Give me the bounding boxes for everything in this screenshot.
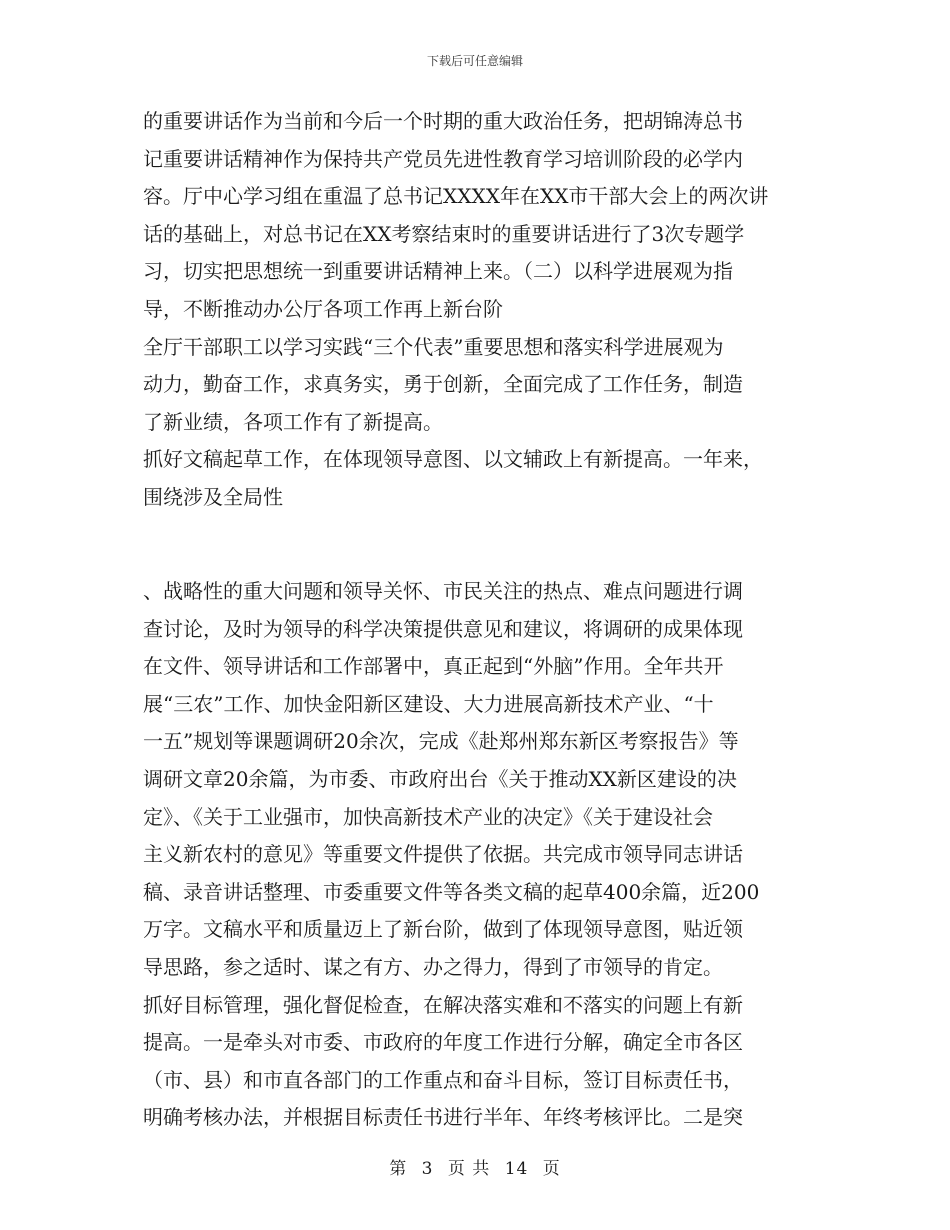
- current-page-number: 3: [421, 1159, 434, 1179]
- text-line: 万字。文稿水平和质量迈上了新台阶，做到了体现领导意图，贴近领: [143, 917, 743, 942]
- text-line: 查讨论，及时为领导的科学决策提供意见和建议，将调研的成果体现: [143, 616, 743, 641]
- body-text-section-1: [143, 103, 823, 517]
- page-footer: [0, 1154, 950, 1179]
- text-line: 导思路，参之适时、谋之有方、办之得力，得到了市领导的肯定。: [143, 954, 723, 979]
- text-line: 导，不断推动办公厅各项工作再上新台阶: [143, 296, 503, 321]
- text-line: 主义新农村的意见》等重要文件提供了依据。共完成市领导同志讲话: [143, 842, 743, 867]
- text-line: 明确考核办法，并根据目标责任书进行半年、年终考核评比。二是突: [143, 1105, 743, 1130]
- body-text-section-2: [143, 573, 823, 1137]
- text-line: 全厅干部职工以学习实践“三个代表”重要思想和落实科学进展观为: [143, 334, 724, 359]
- page-header: 下载后可任意编辑: [426, 54, 523, 68]
- text-line: （市、县）和市直各部门的工作重点和奋斗目标，签订目标责任书，: [143, 1067, 743, 1092]
- text-line: 稿、录音讲话整理、市委重要文件等各类文稿的起草400余篇，近200: [143, 879, 760, 904]
- text-line: 围绕涉及全局性: [143, 484, 283, 509]
- page-footer-prefix: 第: [389, 1159, 408, 1179]
- text-line: 容。厅中心学习组在重温了总书记XXXX年在XX市干部大会上的两次讲: [143, 184, 769, 209]
- page-footer-suffix: 页: [542, 1159, 561, 1179]
- total-page-count: 14: [504, 1159, 529, 1179]
- text-line: 提高。一是牵头对市委、市政府的年度工作进行分解，确定全市各区: [143, 1030, 743, 1055]
- text-line: 展“三农”工作、加快金阳新区建设、大力进展高新技术产业、“十: [143, 691, 714, 716]
- text-line: 抓好目标管理，强化督促检查，在解决落实难和不落实的问题上有新: [143, 992, 743, 1017]
- text-line: 习，切实把思想统一到重要讲话精神上来。（二）以科学进展观为指: [143, 259, 733, 284]
- page-footer-middle: 页 共: [447, 1159, 491, 1179]
- text-line: 定》、《关于工业强市，加快高新技术产业的决定》《关于建设社会: [143, 804, 713, 829]
- text-line: 调研文章20余篇，为市委、市政府出台《关于推动XX新区建设的决: [143, 766, 737, 791]
- text-line: 一五”规划等课题调研20余次，完成《赴郑州郑东新区考察报告》等: [143, 729, 739, 754]
- text-line: 抓好文稿起草工作，在体现领导意图、以文辅政上有新提高。一年来，: [143, 447, 763, 472]
- text-line: 记重要讲话精神作为保持共产党员先进性教育学习培训阶段的必学内: [143, 146, 743, 171]
- text-line: 动力，勤奋工作，求真务实，勇于创新，全面完成了工作任务，制造: [143, 372, 743, 397]
- text-line: 的重要讲话作为当前和今后一个时期的重大政治任务，把胡锦涛总书: [143, 109, 743, 133]
- text-line: 话的基础上，对总书记在XX考察结束时的重要讲话进行了3次专题学: [143, 221, 745, 246]
- text-line: 在文件、领导讲话和工作部署中，真正起到“外脑”作用。全年共开: [143, 654, 724, 679]
- text-line: 了新业绩，各项工作有了新提高。: [143, 409, 443, 434]
- text-line: 、战略性的重大问题和领导关怀、市民关注的热点、难点问题进行调: [143, 579, 743, 603]
